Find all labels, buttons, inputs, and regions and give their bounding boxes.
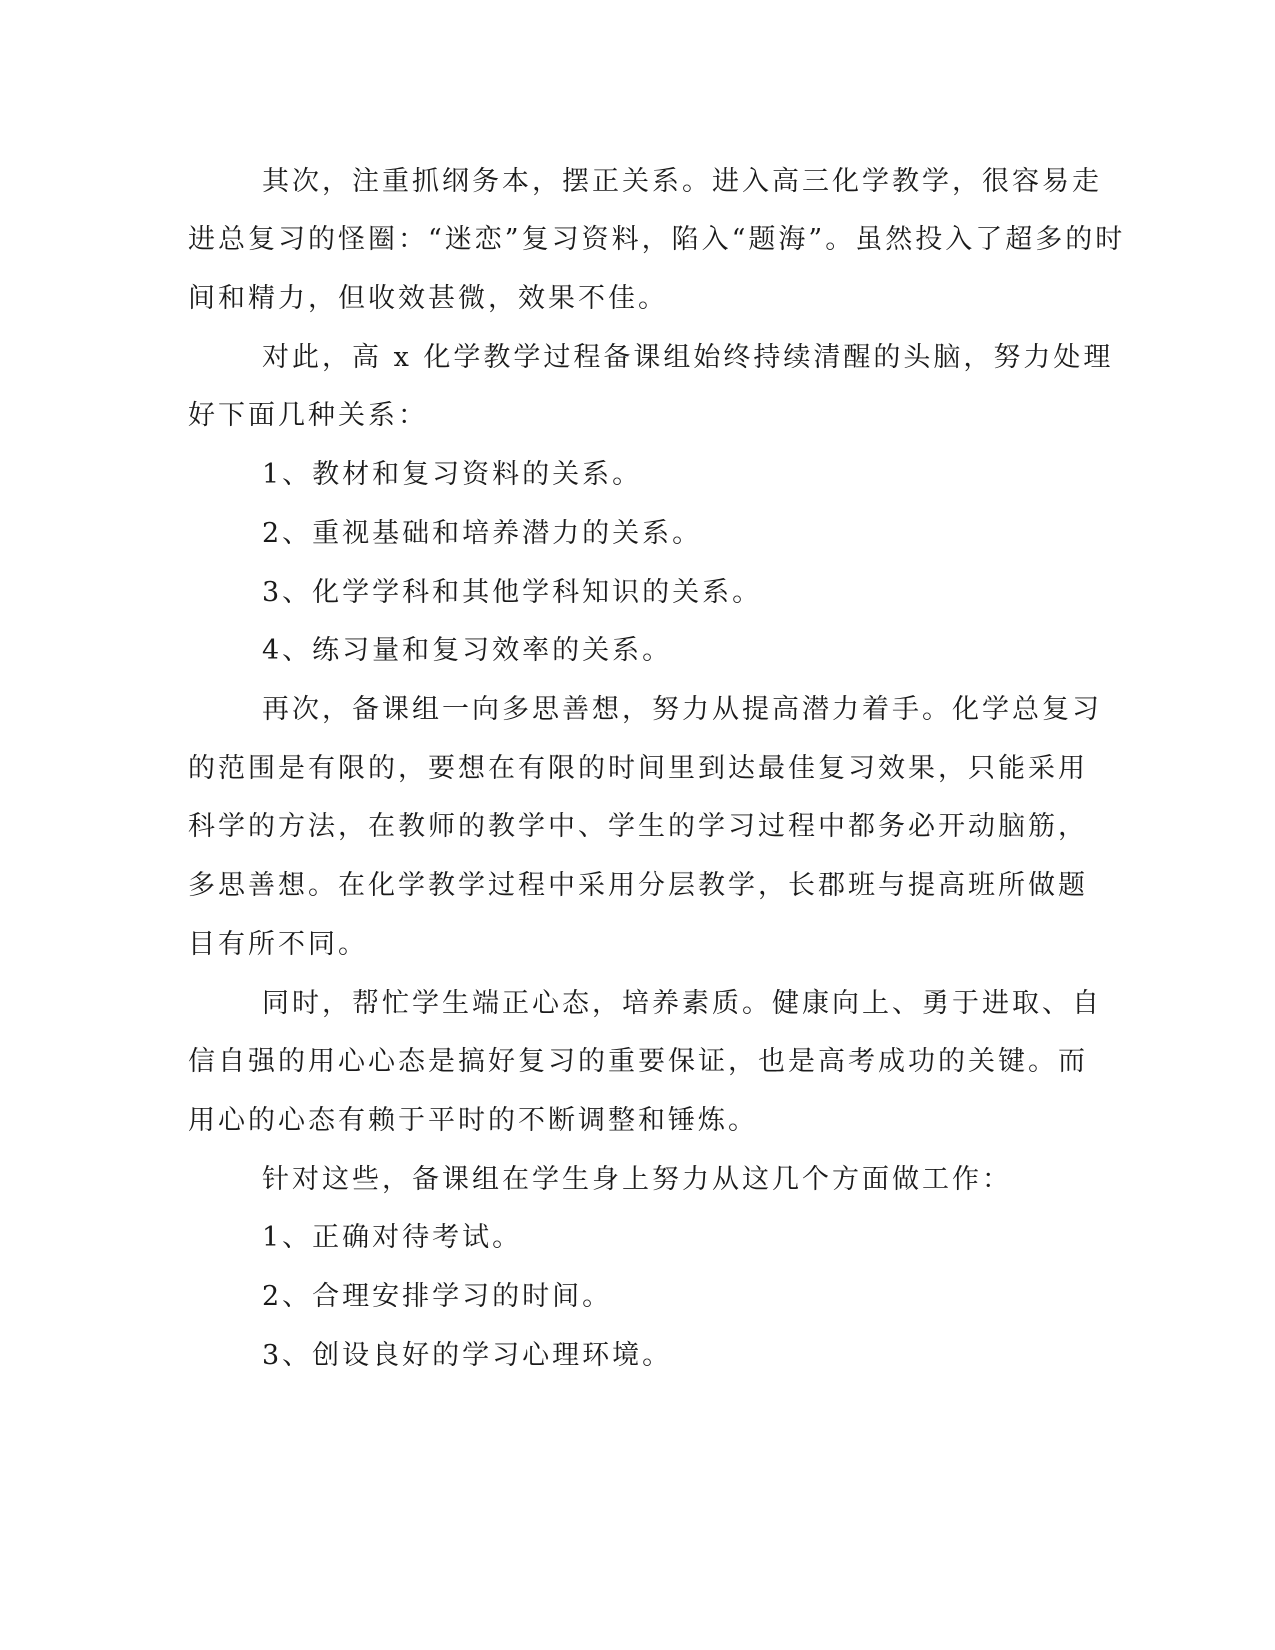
- paragraph-line: 间和精力，但收效甚微，效果不佳。: [188, 283, 668, 314]
- list-item: 3、创设良好的学习心理环境。: [262, 1340, 673, 1371]
- paragraph-line: 信自强的用心心态是搞好复习的重要保证，也是高考成功的关键。而: [188, 1046, 1088, 1077]
- paragraph-line: 对此，高 x 化学教学过程备课组始终持续清醒的头脑，努力处理: [262, 342, 1114, 373]
- paragraph-line: 同时，帮忙学生端正心态，培养素质。健康向上、勇于进取、自: [262, 988, 1102, 1019]
- paragraph-line: 多思善想。在化学教学过程中采用分层教学，长郡班与提高班所做题: [188, 870, 1088, 901]
- list-item: 2、合理安排学习的时间。: [262, 1281, 613, 1312]
- paragraph-line: 科学的方法，在教师的教学中、学生的学习过程中都务必开动脑筋，: [188, 811, 1088, 842]
- paragraph-line: 再次，备课组一向多思善想，努力从提高潜力着手。化学总复习: [262, 694, 1102, 725]
- list-item: 1、正确对待考试。: [262, 1222, 523, 1253]
- list-item: 2、重视基础和培养潜力的关系。: [262, 518, 703, 549]
- paragraph-line: 用心的心态有赖于平时的不断调整和锤炼。: [188, 1105, 758, 1136]
- paragraph-line: 好下面几种关系：: [188, 400, 428, 431]
- paragraph-line: 进总复习的怪圈：“迷恋”复习资料，陷入“题海”。虽然投入了超多的时: [188, 224, 1126, 255]
- paragraph-line: 目有所不同。: [188, 929, 368, 960]
- paragraph-line: 其次，注重抓纲务本，摆正关系。进入高三化学教学，很容易走: [262, 166, 1102, 197]
- list-item: 3、化学学科和其他学科知识的关系。: [262, 577, 763, 608]
- paragraph-line: 针对这些，备课组在学生身上努力从这几个方面做工作：: [262, 1164, 1012, 1195]
- list-item: 1、教材和复习资料的关系。: [262, 459, 643, 490]
- paragraph-line: 的范围是有限的，要想在有限的时间里到达最佳复习效果，只能采用: [188, 753, 1088, 784]
- list-item: 4、练习量和复习效率的关系。: [262, 635, 673, 666]
